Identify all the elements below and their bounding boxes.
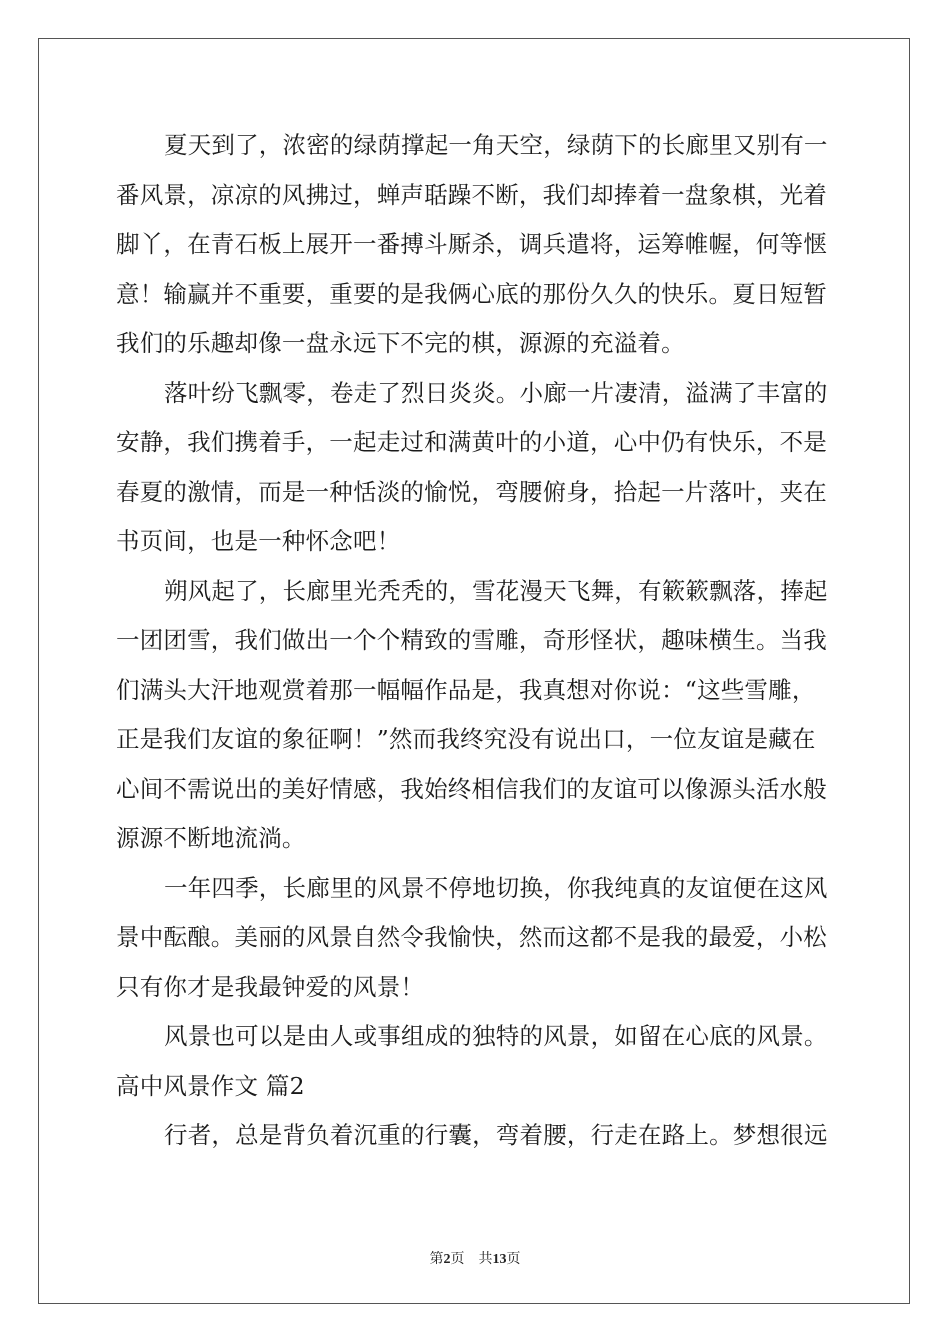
- section-heading: 高中风景作文 篇2: [116, 1071, 305, 1100]
- text-line: 朔风起了，长廊里光秃秃的，雪花漫天飞舞，有簌簌飘落，捧起: [164, 576, 828, 605]
- text-line: 正是我们友谊的象征啊！”然而我终究没有说出口，一位友谊是藏在: [116, 725, 816, 753]
- text-line: 番风景，凉凉的风拂过，蝉声聒躁不断，我们却捧着一盘象棋，光着: [116, 180, 827, 209]
- text-line: 心间不需说出的美好情感，我始终相信我们的友谊可以像源头活水般: [116, 774, 827, 803]
- document-body: [116, 121, 836, 1161]
- text-line: 景中酝酿。美丽的风景自然令我愉快，然而这都不是我的最爱，小松: [116, 923, 827, 951]
- text-line: 春夏的激情，而是一种恬淡的愉悦，弯腰俯身，拾起一片落叶，夹在: [116, 477, 827, 506]
- page-suffix: 页: [450, 1252, 465, 1267]
- page-number: 2: [443, 1252, 451, 1267]
- page-footer: [0, 1248, 950, 1268]
- text-line: 们满头大汗地观赏着那一幅幅作品是，我真想对你说：“这些雪雕，: [116, 675, 816, 704]
- total-suffix: 页: [506, 1252, 521, 1267]
- total-pages: 13: [492, 1252, 507, 1267]
- total-prefix: 共: [478, 1252, 493, 1267]
- text-line: 意！输赢并不重要，重要的是我俩心底的那份久久的快乐。夏日短暂: [116, 279, 827, 308]
- text-line: 源源不断地流淌。: [116, 824, 306, 852]
- text-line: 我们的乐趣却像一盘永远下不完的棋，源源的充溢着。: [116, 329, 685, 357]
- text-line: 夏天到了，浓密的绿荫撑起一角天空，绿荫下的长廊里又别有一: [164, 131, 828, 159]
- text-line: 脚丫，在青石板上展开一番搏斗厮杀，调兵遣将，运筹帷幄，何等惬: [116, 230, 827, 258]
- text-line: 书页间，也是一种怀念吧！: [116, 527, 401, 555]
- text-line: 行者，总是背负着沉重的行囊，弯着腰，行走在路上。梦想很远: [164, 1121, 828, 1149]
- text-line: 一年四季，长廊里的风景不停地切换，你我纯真的友谊便在这风: [164, 873, 828, 902]
- text-line: 落叶纷飞飘零，卷走了烈日炎炎。小廊一片凄清，溢满了丰富的: [164, 378, 828, 407]
- text-line: 风景也可以是由人或事组成的独特的风景，如留在心底的风景。: [164, 1022, 828, 1050]
- text-line: 一团团雪，我们做出一个个精致的雪雕，奇形怪状，趣味横生。当我: [116, 626, 827, 654]
- page-prefix: 第: [429, 1252, 444, 1267]
- text-line: 安静，我们携着手，一起走过和满黄叶的小道，心中仍有快乐，不是: [116, 428, 827, 456]
- text-line: 只有你才是我最钟爱的风景！: [116, 972, 425, 1001]
